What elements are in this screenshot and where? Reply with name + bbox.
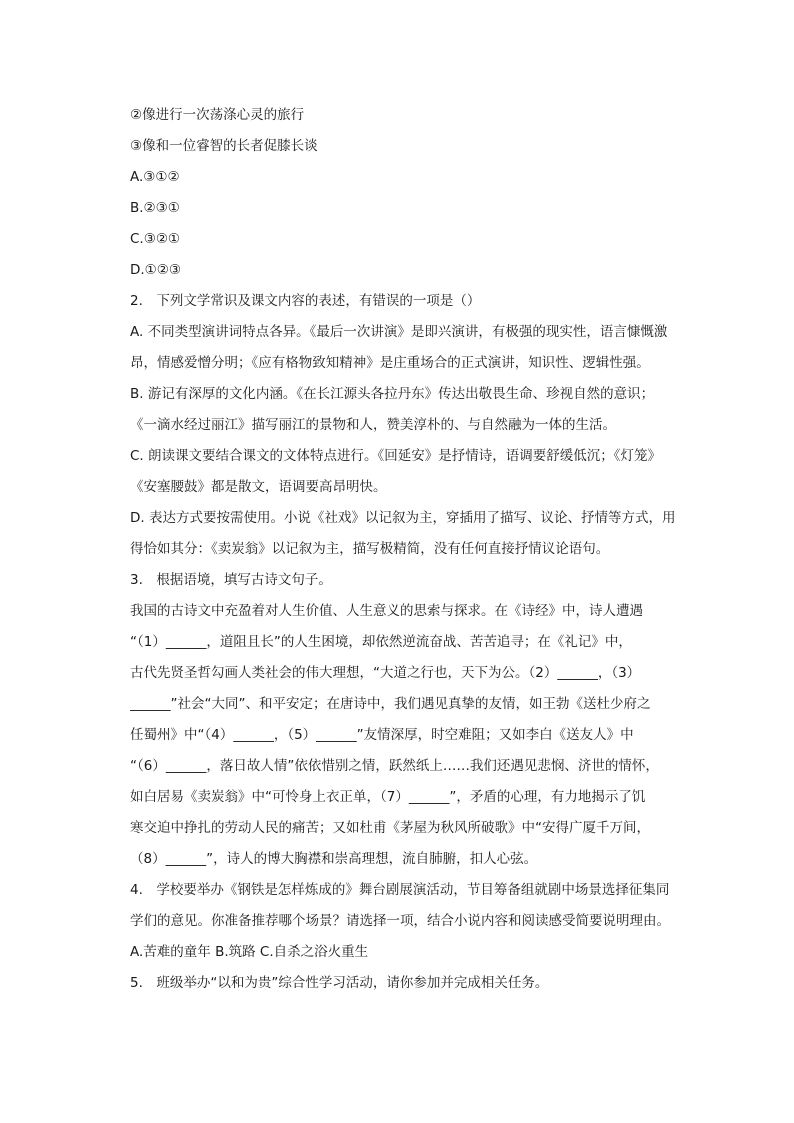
text-line: 我国的古诗文中充盈着对人生价值、人生意义的思索与探求。在《诗经》中，诗人遭遇 [130, 603, 643, 619]
document-body [130, 100, 690, 999]
option-line: C.③②① [130, 231, 181, 247]
text-line: B. 游记有深厚的文化内涵。《在长江源头各拉丹东》传达出敬畏生命、珍视自然的意识； [130, 386, 655, 402]
question-4-stem: 4. 学校要举办《钢铁是怎样炼成的》舞台剧展演活动，节目筹备组就剧中场景选择征集同 [130, 882, 670, 898]
question-2-stem: 2. 下列文学常识及课文内容的表述，有错误的一项是（） [130, 293, 481, 309]
text-line: “（6）______，落日故人情”依依惜别之情，跃然纸上……我们还遇见悲悯、济世的情怀， [130, 758, 659, 774]
text-line: 学们的意见。你准备推荐哪个场景？请选择一项，结合小说内容和阅读感受简要说明理由。 [130, 913, 670, 929]
option-line: A.苦难的童年 B.筑路 C.自杀之浴火重生 [130, 944, 369, 960]
text-line: 昂，情感爱憎分明；《应有格物致知精神》是庄重场合的正式演讲，知识性、逻辑性强。 [130, 355, 650, 371]
text-line: 任蜀州》中“（4）______，（5）______”友情深厚，时空难阻；又如李白《送友人》中 [130, 727, 634, 743]
text-line: ③像和一位睿智的长者促膝长谈 [130, 138, 318, 154]
text-line: 古代先贤圣哲勾画人类社会的伟大理想，“大道之行也，天下为公。（2）______，（3） [130, 665, 641, 681]
option-line: B.②③① [130, 200, 180, 216]
text-line: 如白居易《卖炭翁》中“可怜身上衣正单，（7）______”，矛盾的心理，有力地揭示了饥 [130, 789, 646, 805]
option-line: A.③①② [130, 169, 180, 185]
question-5-stem: 5. 班级举办“以和为贵”综合性学习活动，请你参加并完成相关任务。 [130, 975, 549, 991]
text-line: 寒交迫中挣扎的劳动人民的痛苦；又如杜甫《茅屋为秋风所破歌》中“安得广厦千万间， [130, 820, 650, 836]
text-line: “（1）______，道阻且长”的人生困境，却依然逆流奋战、苦苦追寻；在《礼记》中， [130, 634, 632, 650]
text-line: 《安塞腰鼓》都是散文，语调要高昂明快。 [130, 479, 387, 495]
text-line: 得恰如其分：《卖炭翁》以记叙为主，描写极精简，没有任何直接抒情议论语句。 [130, 541, 610, 557]
question-3-stem: 3. 根据语境，填写古诗文句子。 [130, 572, 332, 588]
text-line: ②像进行一次荡涤心灵的旅行 [130, 107, 305, 123]
option-line: D.①②③ [130, 262, 181, 278]
text-line: （8）______”，诗人的博大胸襟和崇高理想，流自肺腑，扣人心弦。 [130, 851, 538, 867]
text-line: D. 表达方式要按需使用。小说《社戏》以记叙为主，穿插用了描写、议论、抒情等方式，用 [130, 510, 676, 526]
text-line: C. 朗读课文要结合课文的文体特点进行。《回延安》是抒情诗，语调要舒缓低沉；《灯笼》 [130, 448, 662, 464]
text-line: 《一滴水经过丽江》描写丽江的景物和人，赞美淳朴的、与自然融为一体的生活。 [130, 417, 616, 433]
text-line: A. 不同类型演讲词特点各异。《最后一次讲演》是即兴演讲，有极强的现实性，语言慷慨激 [130, 324, 668, 340]
text-line: ______”社会“大同”、和平安定；在唐诗中，我们遇见真挚的友情，如王勃《送杜少府之 [130, 696, 651, 712]
